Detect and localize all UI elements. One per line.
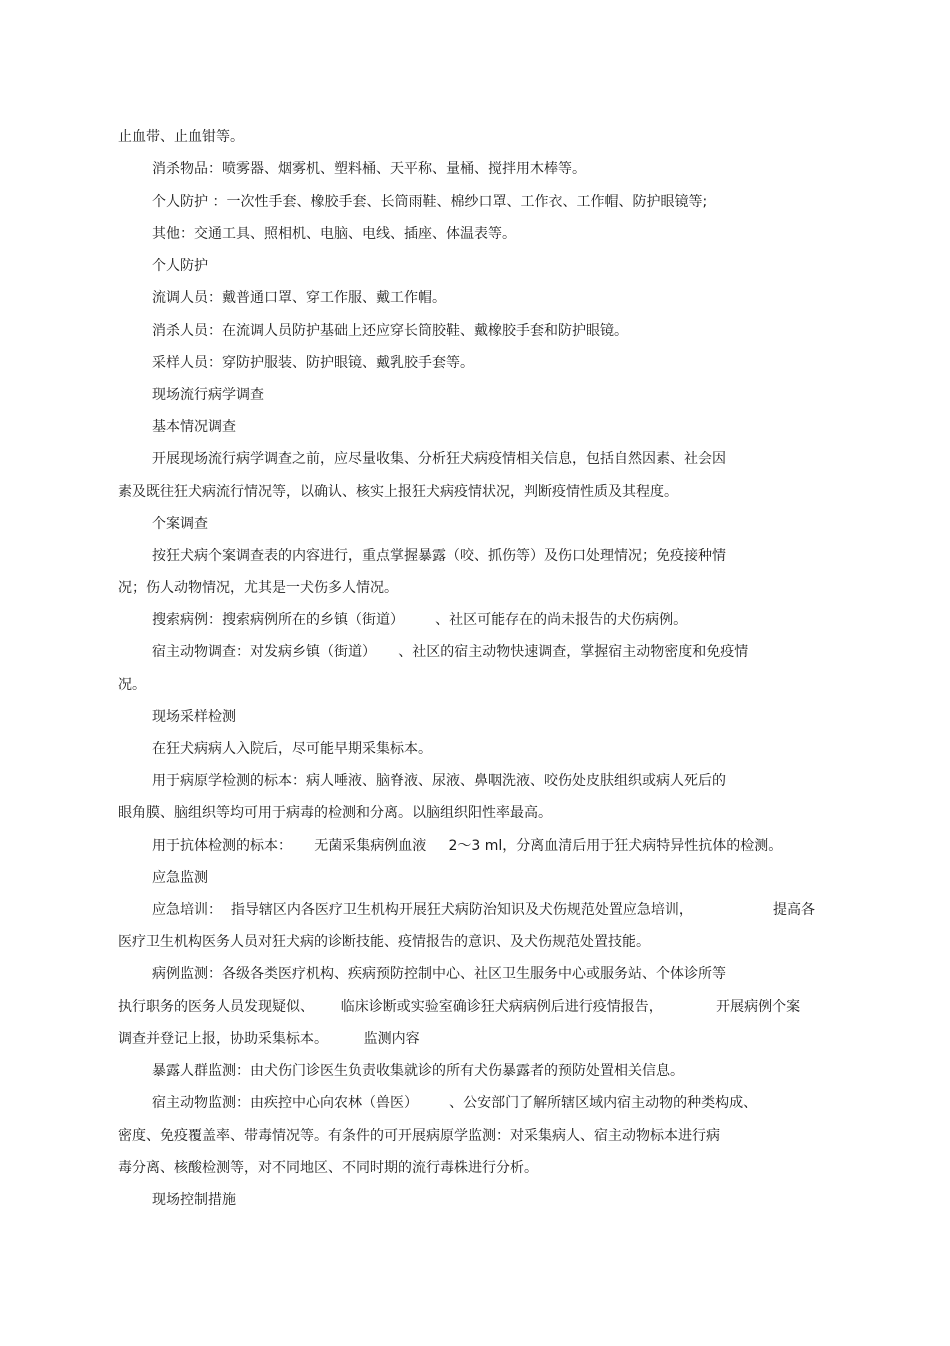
text-line: 密度、免疫覆盖率、带毒情况等。有条件的可开展病原学监测：对采集病人、宿主动物标本进行病 bbox=[118, 1128, 720, 1144]
text-line: 按狂犬病个案调查表的内容进行，重点掌握暴露（咬、抓伤等）及伤口处理情况；免疫接种情 bbox=[152, 548, 726, 564]
text-line: 止血带、止血钳等。 bbox=[118, 129, 244, 145]
text-line: 病例监测：各级各类医疗机构、疾病预防控制中心、社区卫生服务中心或服务站、个体诊所等 bbox=[152, 966, 726, 982]
text-line: 调查并登记上报，协助采集标本。 监测内容 bbox=[118, 1031, 420, 1047]
section-heading: 个案调查 bbox=[152, 516, 208, 532]
text-line: 医疗卫生机构医务人员对狂犬病的诊断技能、疫情报告的意识、及犬伤规范处置技能。 bbox=[118, 934, 650, 950]
text-line: 毒分离、核酸检测等，对不同地区、不同时期的流行毒株进行分析。 bbox=[118, 1160, 538, 1176]
text-line: 素及既往狂犬病流行情况等，以确认、核实上报狂犬病疫情状况，判断疫情性质及其程度。 bbox=[118, 484, 678, 500]
section-heading: 个人防护 bbox=[152, 258, 208, 274]
text-line: 开展现场流行病学调查之前，应尽量收集、分析狂犬病疫情相关信息，包括自然因素、社会因 bbox=[152, 451, 726, 467]
text-line: 况；伤人动物情况，尤其是一犬伤多人情况。 bbox=[118, 580, 398, 596]
text-line: 执行职务的医务人员发现疑似、 临床诊断或实验室确诊狂犬病病例后进行疫情报告， 开展病例个案 bbox=[118, 999, 801, 1015]
text-line: 用于病原学检测的标本：病人唾液、脑脊液、尿液、鼻咽洗液、咬伤处皮肤组织或病人死后的 bbox=[152, 773, 726, 789]
text-line: 眼角膜、脑组织等均可用于病毒的检测和分离。以脑组织阳性率最高。 bbox=[118, 805, 552, 821]
text-line: 消杀物品：喷雾器、烟雾机、塑料桶、天平称、量桶、搅拌用木棒等。 bbox=[152, 161, 586, 177]
section-heading: 基本情况调查 bbox=[152, 419, 236, 435]
text-line: 宿主动物监测：由疾控中心向农林（兽医） 、公安部门了解所辖区域内宿主动物的种类构成、 bbox=[152, 1095, 758, 1111]
section-heading: 现场采样检测 bbox=[152, 709, 236, 725]
text-line: 在狂犬病病人入院后，尽可能早期采集标本。 bbox=[152, 741, 432, 757]
text-line: 暴露人群监测：由犬伤门诊医生负责收集就诊的所有犬伤暴露者的预防处置相关信息。 bbox=[152, 1063, 684, 1079]
text-line: 用于抗体检测的标本： 无菌采集病例血液 2～3 ml，分离血清后用于狂犬病特异性抗体的检测。 bbox=[152, 838, 783, 854]
text-line: 应急培训： 指导辖区内各医疗卫生机构开展狂犬病防治知识及犬伤规范处置应急培训， 提高各 bbox=[152, 902, 816, 918]
section-heading: 现场控制措施 bbox=[152, 1192, 236, 1208]
text-line: 搜索病例：搜索病例所在的乡镇（街道） 、社区可能存在的尚未报告的犬伤病例。 bbox=[152, 612, 688, 628]
text-line: 宿主动物调查：对发病乡镇（街道） 、社区的宿主动物快速调查，掌握宿主动物密度和免疫情 bbox=[152, 644, 749, 660]
text-line: 采样人员：穿防护服装、防护眼镜、戴乳胶手套等。 bbox=[152, 355, 474, 371]
section-heading: 现场流行病学调查 bbox=[152, 387, 264, 403]
text-line: 消杀人员：在流调人员防护基础上还应穿长筒胶鞋、戴橡胶手套和防护眼镜。 bbox=[152, 323, 628, 339]
section-heading: 应急监测 bbox=[152, 870, 208, 886]
text-line: 况。 bbox=[118, 677, 146, 693]
text-line: 个人防护 ：一次性手套、橡胶手套、长筒雨鞋、棉纱口罩、工作衣、工作帽、防护眼镜等; bbox=[152, 194, 708, 210]
text-line: 其他：交通工具、照相机、电脑、电线、插座、体温表等。 bbox=[152, 226, 516, 242]
text-line: 流调人员：戴普通口罩、穿工作服、戴工作帽。 bbox=[152, 290, 446, 306]
